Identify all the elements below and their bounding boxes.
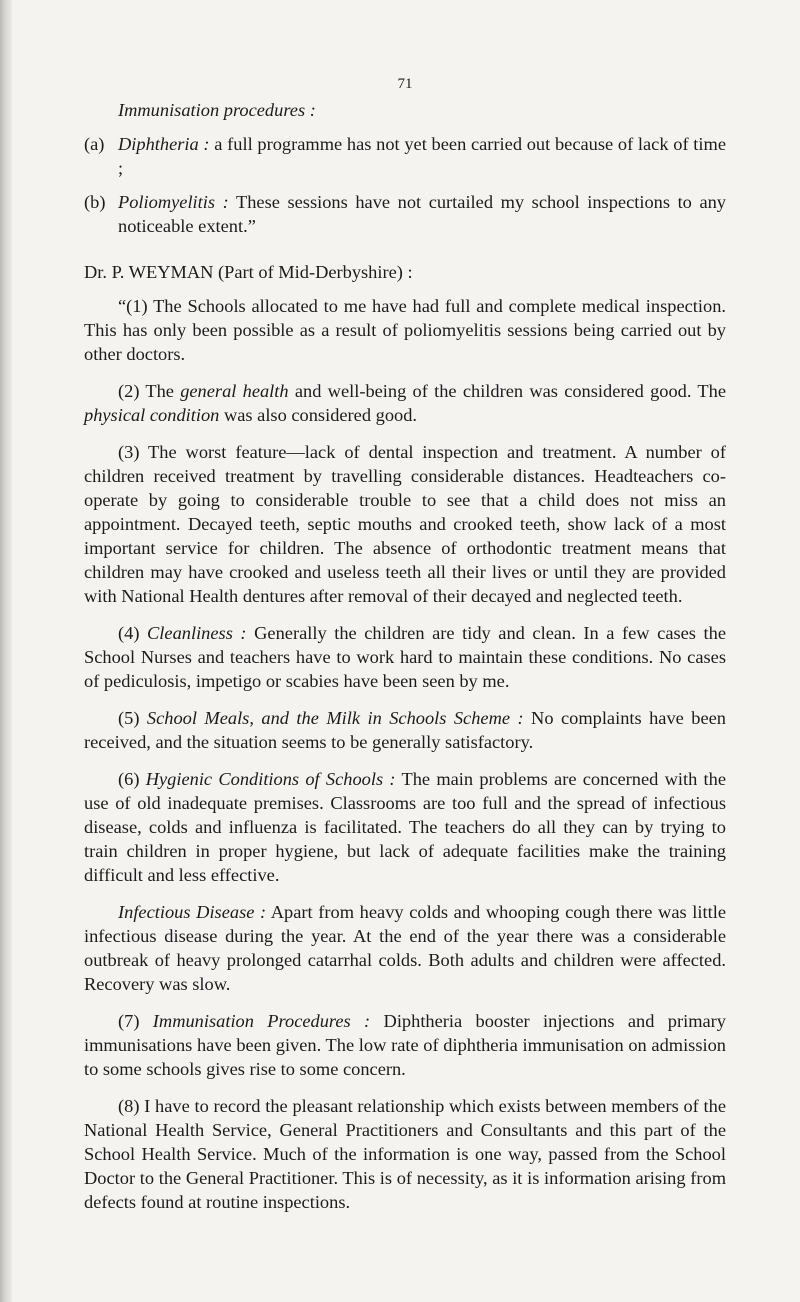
item-poliomyelitis — [84, 190, 726, 238]
document-page — [84, 0, 726, 1214]
paragraph-infectious-disease: Infectious Disease : Apart from heavy colds and whooping cough there was little infectious disease during the year. At the end of the year there was a considerable outbreak of heavy prolonged catarrhal colds. Both adults and children were affected. Recovery was slow. — [84, 902, 726, 994]
item-text: a full programme has not yet been carried out because of lack of time ; — [118, 134, 726, 178]
page-spine-shadow — [0, 0, 12, 1302]
item-text: These sessions have not curtailed my school inspections to any noticeable extent.” — [118, 192, 726, 236]
doctor-line: Dr. P. WEYMAN (Part of Mid-Derbyshire) : — [84, 262, 413, 282]
item-title: Poliomyelitis : — [118, 192, 229, 212]
paragraph-3: (3) The worst feature—lack of dental inspection and treatment. A number of children received treatment by travelling considerable distances. Headteachers co-operate by going to considerable trouble to see that a child does not miss an appointment. Decayed teeth, septic mouths and crooked teeth, show lack of a most important service for children. The absence of orthodontic treatment means that children may have crooked and useless teeth all their lives or until they are provided with National Health dentures after removal of their decayed and neglected teeth. — [84, 442, 726, 606]
paragraph-1: “(1) The Schools allocated to me have had full and complete medical inspection. This has only been possible as a result of poliomyelitis sessions being carried out by other doctors. — [84, 296, 726, 364]
paragraph-8: (8) I have to record the pleasant relationship which exists between members of the National Health Service, General Practitioners and Consultants and this part of the School Health Service. Much of the information is one way, passed from the School Doctor to the General Practitioner. This is of necessity, as it is information arising from defects found at routine inspections. — [84, 1096, 726, 1212]
immunisation-heading: Immunisation procedures : — [118, 100, 316, 120]
paragraph-6: (6) Hygienic Conditions of Schools : The main problems are concerned with the use of old inadequate premises. Classrooms are too full and the spread of infectious disease, colds and influenza is facilitated. The teachers do all they can by trying to train children in proper hygiene, but lack of adequate facilities make the training difficult and less effective. — [84, 769, 727, 885]
paragraph-7: (7) Immunisation Procedures : Diphtheria booster injections and primary immunisations have been given. The low rate of diphtheria immunisation on admission to some schools gives rise to some concern. — [84, 1011, 726, 1079]
item-label: (a) — [84, 134, 105, 154]
item-label: (b) — [84, 192, 106, 212]
page-number: 71 — [397, 76, 413, 92]
paragraph-2: (2) The general health and well-being of the children was considered good. The physical condition was also considered good. — [84, 381, 726, 425]
item-diphtheria — [84, 132, 726, 180]
paragraph-4: (4) Cleanliness : Generally the children are tidy and clean. In a few cases the School Nurses and teachers have to work hard to maintain these conditions. No cases of pediculosis, impetigo or scabies have been seen by me. — [84, 623, 727, 691]
paragraph-5: (5) School Meals, and the Milk in Schools Scheme : No complaints have been received, and the situation seems to be generally satisfactory. — [84, 708, 726, 752]
item-title: Diphtheria : — [118, 134, 210, 154]
